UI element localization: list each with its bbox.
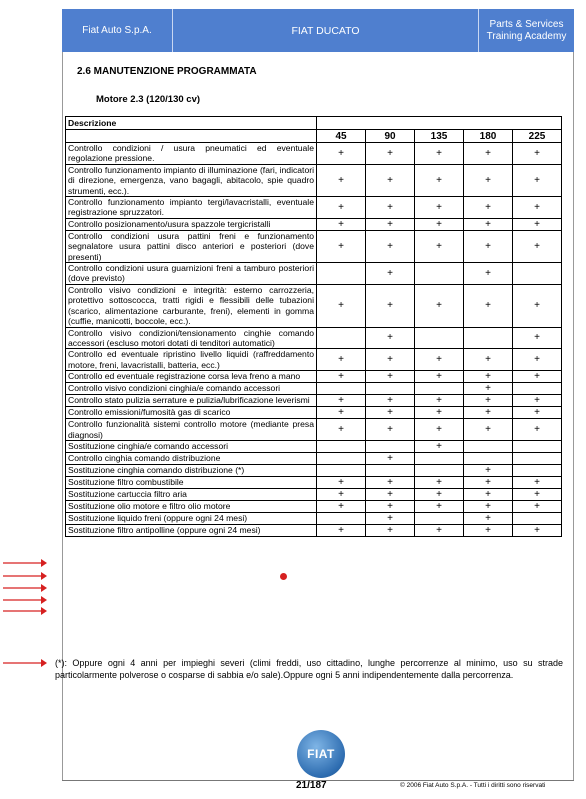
logo-text: FIAT <box>307 747 335 761</box>
interval-mark: + <box>317 284 366 327</box>
interval-mark: + <box>415 407 464 419</box>
desc-header-blank <box>66 130 317 143</box>
row-description: Controllo ed eventuale ripristino livello liquidi (raffreddamento motore, freni, lavacristalli, batteria, ecc.) <box>66 349 317 371</box>
interval-mark: + <box>366 164 415 196</box>
table-row <box>66 500 562 512</box>
red-arrow-icon <box>3 607 47 615</box>
interval-mark: + <box>513 488 562 500</box>
interval-mark: + <box>464 143 513 165</box>
row-description: Controllo posizionamento/usura spazzole tergicristalli <box>66 218 317 230</box>
interval-header: 180 <box>464 130 513 143</box>
model-name: FIAT DUCATO <box>172 9 479 52</box>
academy-label: Parts & Services Training Academy <box>486 18 567 42</box>
fiat-logo <box>297 730 345 778</box>
frame-right <box>573 52 574 780</box>
interval-mark: + <box>513 419 562 441</box>
red-arrow-icon <box>3 584 47 592</box>
interval-mark: + <box>415 218 464 230</box>
interval-mark <box>366 440 415 452</box>
interval-mark: + <box>415 524 464 536</box>
interval-mark: + <box>366 371 415 383</box>
interval-mark: + <box>513 524 562 536</box>
interval-mark: + <box>415 488 464 500</box>
interval-mark <box>317 327 366 349</box>
table-row <box>66 218 562 230</box>
table-body <box>66 143 562 537</box>
table-row <box>66 263 562 285</box>
interval-mark: + <box>415 419 464 441</box>
interval-mark: + <box>513 371 562 383</box>
interval-mark: + <box>366 524 415 536</box>
row-description: Controllo condizioni usura pattini freni e funzionamento segnalatore usura pattini disco anteriori e posteriori (dove presenti) <box>66 230 317 262</box>
interval-mark: + <box>464 230 513 262</box>
table-row <box>66 284 562 327</box>
interval-mark <box>317 383 366 395</box>
table-row <box>66 371 562 383</box>
interval-mark: + <box>317 230 366 262</box>
interval-mark: + <box>366 488 415 500</box>
maintenance-table <box>65 116 562 537</box>
table-row <box>66 395 562 407</box>
table-row <box>66 407 562 419</box>
interval-mark: + <box>317 524 366 536</box>
red-dot-marker <box>280 573 287 580</box>
interval-mark: + <box>513 197 562 219</box>
interval-mark: + <box>366 143 415 165</box>
engine-subtitle: Motore 2.3 (120/130 cv) <box>96 94 201 105</box>
red-arrow-icon <box>3 596 47 604</box>
interval-mark <box>415 263 464 285</box>
table-row <box>66 524 562 536</box>
interval-mark: + <box>366 284 415 327</box>
interval-mark: + <box>513 230 562 262</box>
interval-mark: + <box>366 500 415 512</box>
interval-mark: + <box>366 197 415 219</box>
interval-mark <box>317 464 366 476</box>
interval-mark: + <box>513 218 562 230</box>
interval-mark: + <box>366 452 415 464</box>
table-row <box>66 230 562 262</box>
academy-name <box>479 9 574 52</box>
interval-mark: + <box>366 327 415 349</box>
interval-mark: + <box>513 395 562 407</box>
interval-mark: + <box>317 395 366 407</box>
interval-mark: + <box>464 476 513 488</box>
interval-mark <box>317 512 366 524</box>
table-row <box>66 452 562 464</box>
interval-mark: + <box>317 500 366 512</box>
row-description: Sostituzione filtro combustibile <box>66 476 317 488</box>
interval-mark <box>317 452 366 464</box>
row-description: Controllo visivo condizioni e integrità: esterno carrozzeria, protettivo sottoscocca, tratti rigidi e flessibili delle tubazioni (scarico, alimentazione carburante, freni), elementi in gomma (cuffie, manicotti, boccole, ecc.). <box>66 284 317 327</box>
interval-mark <box>464 327 513 349</box>
red-arrow-icon <box>3 559 47 567</box>
row-description: Controllo cinghia comando distribuzione <box>66 452 317 464</box>
page-number: 21/187 <box>296 780 327 791</box>
row-description: Sostituzione cartuccia filtro aria <box>66 488 317 500</box>
table-row <box>66 488 562 500</box>
red-arrow-icon <box>3 572 47 580</box>
interval-mark <box>415 464 464 476</box>
interval-mark <box>513 452 562 464</box>
interval-mark: + <box>317 143 366 165</box>
row-description: Sostituzione filtro antipolline (oppure ogni 24 mesi) <box>66 524 317 536</box>
red-arrow-icon <box>3 659 47 667</box>
interval-mark <box>415 512 464 524</box>
row-description: Sostituzione olio motore e filtro olio motore <box>66 500 317 512</box>
interval-mark: + <box>513 407 562 419</box>
interval-header: 90 <box>366 130 415 143</box>
interval-mark: + <box>513 327 562 349</box>
interval-header: 45 <box>317 130 366 143</box>
table-row <box>66 512 562 524</box>
interval-mark: + <box>415 440 464 452</box>
interval-mark: + <box>513 143 562 165</box>
footnote: (*): Oppure ogni 4 anni per impieghi severi (climi freddi, uso cittadino, lunghe percorrenze al minimo, uso su strade particolarmente polverose o cosparse di sabbia e/o sale).Oppure ogni 5 anni indipendentemente dalla percorrenza. <box>55 658 563 680</box>
interval-mark: + <box>317 488 366 500</box>
interval-mark: + <box>366 407 415 419</box>
interval-mark: + <box>464 284 513 327</box>
row-description: Controllo funzionamento impianto di illuminazione (fari, indicatori di direzione, emergenza, vano bagagli, abitacolo, spie quadro strumenti, ecc.). <box>66 164 317 196</box>
interval-mark: + <box>513 476 562 488</box>
interval-mark: + <box>415 143 464 165</box>
interval-mark: + <box>464 500 513 512</box>
interval-mark: + <box>366 476 415 488</box>
page-header <box>62 9 574 52</box>
row-description: Sostituzione cinghia comando distribuzione (*) <box>66 464 317 476</box>
table-row <box>66 143 562 165</box>
interval-mark <box>513 440 562 452</box>
row-description: Controllo ed eventuale registrazione corsa leva freno a mano <box>66 371 317 383</box>
interval-mark: + <box>366 419 415 441</box>
table-row <box>66 419 562 441</box>
interval-mark: + <box>415 395 464 407</box>
interval-mark: + <box>317 164 366 196</box>
interval-mark <box>415 383 464 395</box>
table-row <box>66 164 562 196</box>
interval-mark: + <box>366 230 415 262</box>
interval-mark: + <box>366 512 415 524</box>
table-row <box>66 197 562 219</box>
interval-mark <box>464 452 513 464</box>
table-header-row-2 <box>66 130 562 143</box>
interval-mark: + <box>415 349 464 371</box>
interval-mark <box>317 263 366 285</box>
interval-mark <box>513 464 562 476</box>
interval-mark <box>513 383 562 395</box>
interval-header: 225 <box>513 130 562 143</box>
section-title: 2.6 MANUTENZIONE PROGRAMMATA <box>77 66 257 77</box>
interval-mark: + <box>366 349 415 371</box>
interval-mark: + <box>317 371 366 383</box>
interval-mark: + <box>317 197 366 219</box>
desc-header: Descrizione <box>66 117 317 130</box>
interval-mark: + <box>464 197 513 219</box>
interval-mark: + <box>513 349 562 371</box>
interval-mark: + <box>415 197 464 219</box>
interval-mark: + <box>464 512 513 524</box>
interval-mark: + <box>464 407 513 419</box>
interval-mark: + <box>513 284 562 327</box>
interval-mark <box>366 464 415 476</box>
table-row <box>66 476 562 488</box>
interval-mark: + <box>415 371 464 383</box>
row-description: Controllo visivo condizioni/tensionamento cinghie comando accessori (escluso motori dotati di tenditori automatici) <box>66 327 317 349</box>
table-row <box>66 440 562 452</box>
row-description: Controllo emissioni/fumosità gas di scarico <box>66 407 317 419</box>
header-blank <box>317 117 562 130</box>
row-description: Controllo funzionalità sistemi controllo motore (mediante presa diagnosi) <box>66 419 317 441</box>
interval-mark: + <box>464 383 513 395</box>
interval-mark: + <box>317 218 366 230</box>
interval-mark: + <box>464 524 513 536</box>
interval-mark <box>464 440 513 452</box>
interval-mark: + <box>464 263 513 285</box>
interval-mark: + <box>317 349 366 371</box>
interval-mark <box>513 263 562 285</box>
row-description: Controllo condizioni / usura pneumatici ed eventuale regolazione pressione. <box>66 143 317 165</box>
interval-mark: + <box>464 164 513 196</box>
interval-mark: + <box>464 371 513 383</box>
interval-mark <box>366 383 415 395</box>
interval-mark: + <box>415 476 464 488</box>
interval-mark: + <box>464 395 513 407</box>
interval-mark: + <box>464 349 513 371</box>
row-description: Controllo visivo condizioni cinghia/e comando accessori <box>66 383 317 395</box>
interval-mark: + <box>317 419 366 441</box>
interval-mark: + <box>513 164 562 196</box>
row-description: Controllo stato pulizia serrature e pulizia/lubrificazione leverismi <box>66 395 317 407</box>
row-description: Controllo condizioni usura guarnizioni freni a tamburo posteriori (dove previsto) <box>66 263 317 285</box>
copyright: © 2006 Fiat Auto S.p.A. - Tutti i diritti sono riservati <box>400 782 546 789</box>
interval-mark: + <box>464 488 513 500</box>
row-description: Controllo funzionamento impianto tergi/lavacristalli, eventuale registrazione spruzzatori. <box>66 197 317 219</box>
table-row <box>66 349 562 371</box>
table-row <box>66 327 562 349</box>
row-description: Sostituzione liquido freni (oppure ogni 24 mesi) <box>66 512 317 524</box>
interval-mark: + <box>366 395 415 407</box>
table-row <box>66 383 562 395</box>
table-header-row-1 <box>66 117 562 130</box>
interval-mark: + <box>366 218 415 230</box>
company-name: Fiat Auto S.p.A. <box>82 24 152 36</box>
interval-mark: + <box>415 230 464 262</box>
interval-mark: + <box>415 164 464 196</box>
interval-mark <box>415 327 464 349</box>
interval-mark <box>513 512 562 524</box>
interval-mark: + <box>464 464 513 476</box>
interval-mark: + <box>317 407 366 419</box>
table-row <box>66 464 562 476</box>
interval-mark: + <box>464 419 513 441</box>
interval-mark: + <box>366 263 415 285</box>
interval-mark: + <box>464 218 513 230</box>
interval-mark <box>317 440 366 452</box>
interval-mark: + <box>513 500 562 512</box>
interval-mark: + <box>415 284 464 327</box>
row-description: Sostituzione cinghia/e comando accessori <box>66 440 317 452</box>
interval-mark: + <box>415 500 464 512</box>
interval-mark: + <box>317 476 366 488</box>
interval-mark <box>415 452 464 464</box>
interval-header: 135 <box>415 130 464 143</box>
